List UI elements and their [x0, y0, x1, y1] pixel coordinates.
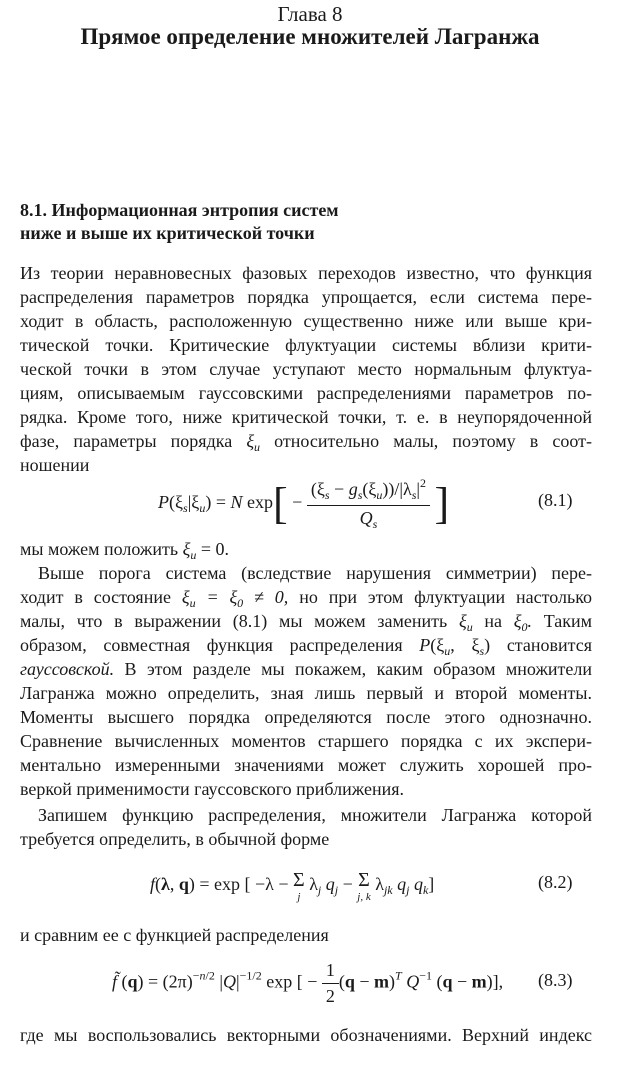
text-run: ходит в состояние	[20, 587, 171, 607]
paragraph-line: Выше порога система (вследствие нарушения симметрии) пере-	[38, 563, 592, 583]
paragraph-line: ментально измеренными значениями может служить хорошей про-	[20, 755, 592, 775]
paragraph-line: ходит в область, расположенную существенно ниже или выше кри-	[20, 311, 592, 331]
paragraph-line: тической точки. Критические флуктуации системы вблизи крити-	[20, 335, 592, 355]
paragraph-line: мы можем положить $\xi_u = 0$.	[20, 539, 229, 562]
chapter-title: Прямое определение множителей Лагранжа	[80, 24, 540, 49]
paragraph-line: рядка. Кроме того, ниже критической точки, т. е. в неупорядоченной	[20, 407, 592, 427]
section-heading	[20, 199, 580, 245]
equation-8-3: f̃ $(q) = (2\pi)^{-n/2}$ $|Q|^{-1/2}$ exp [ − $\frac{1}{2}$ $(q - m)^T$ $Q^{-1}$ (q − m)],	[112, 960, 504, 1006]
section-heading-line: 8.1. Информационная энтропия систем	[20, 200, 339, 220]
paragraph-line: ческой точки в этом случае уступают место нормальным флуктуа-	[20, 359, 592, 379]
text-run: В этом разделе мы покажем, каким образом множители	[124, 659, 592, 679]
text-run: = 0.	[200, 539, 229, 559]
paragraph-line: ходит в состояние $\xi_u = \xi_0 \ne 0$, но при этом флуктуации настолько	[20, 587, 593, 610]
paragraph-line: распределения параметров порядка упрощается, если система пере-	[20, 287, 592, 307]
paragraph-line: веркой применимости гауссовского приближения.	[20, 779, 404, 799]
paragraph-line: где мы воспользовались векторными обозначениями. Верхний индекс	[20, 1025, 592, 1045]
text-run: гауссовской.	[20, 659, 115, 679]
text-run: малы, что в выражении (8.1) мы можем заменить	[20, 611, 448, 631]
paragraph-line: и сравним ее с функцией распределения	[20, 925, 329, 945]
text-run: мы можем положить	[20, 539, 179, 559]
paragraph-line: малы, что в выражении (8.1) мы можем заменить $\xi_u$ на $\xi_0$. Таким	[20, 611, 593, 634]
text-run: образом, совместная функция распределения	[20, 635, 403, 655]
paragraph-line: ношении	[20, 455, 90, 475]
text-run: фазе, параметры порядка	[20, 431, 233, 451]
math-inline: $\xi_u$	[246, 431, 261, 454]
equation-number: (8.3)	[538, 970, 573, 990]
equation-8-2: f(λ, q) = exp [ −λ − Σ j $\lambda_j$ $q_j$ − Σ j, k $\lambda_{jk}$ $q_j$ $q_k$]	[150, 869, 435, 903]
paragraph-line: Запишем функцию распределения, множители Лагранжа которой	[38, 805, 592, 825]
paragraph-line: требуется определить, в обычной форме	[20, 829, 330, 849]
paragraph-line: Из теории неравновесных фазовых переходов известно, что функция	[20, 263, 592, 283]
paragraph-line: образом, совместная функция распределения $P(\xi_u$, $\xi_s$) становится	[20, 635, 592, 658]
paragraph-line	[20, 658, 592, 680]
fraction: $\frac{1}{2}$	[322, 960, 339, 1007]
chapter-label: Глава 8	[277, 2, 343, 26]
text-run: становится	[506, 635, 592, 655]
text-run: но при этом флуктуации настолько	[299, 587, 593, 607]
text-run: Таким	[543, 611, 593, 631]
paragraph-line: циям, описываемым гауссовскими распределениями параметров по-	[20, 383, 592, 403]
text-run: на	[484, 611, 503, 631]
equation-number: (8.2)	[538, 872, 573, 892]
section-heading-line: ниже и выше их критической точки	[20, 223, 315, 243]
equation-number: (8.1)	[538, 490, 573, 510]
paragraph-line: Сравнение вычисленных моментов старшего порядка с их экспери-	[20, 731, 592, 751]
paragraph-line: Лагранжа можно определить, зная лишь первый и второй моменты.	[20, 683, 592, 703]
equation-8-1: $P(\xi_s|\xi_u) = N$ exp[ − $\frac{(\xi_s - g_s(\xi_u))/|\lambda_s|^2}{Q_s}$ ]	[158, 476, 450, 531]
text-run: относительно малы, поэтому в соот-	[274, 431, 593, 451]
fraction: $\frac{(\xi_s - g_s(\xi_u))/|\lambda_s|^2}{Q_s}$	[307, 476, 430, 532]
paragraph-line: Моменты высшего порядка определяются после этого однозначно.	[20, 707, 592, 727]
